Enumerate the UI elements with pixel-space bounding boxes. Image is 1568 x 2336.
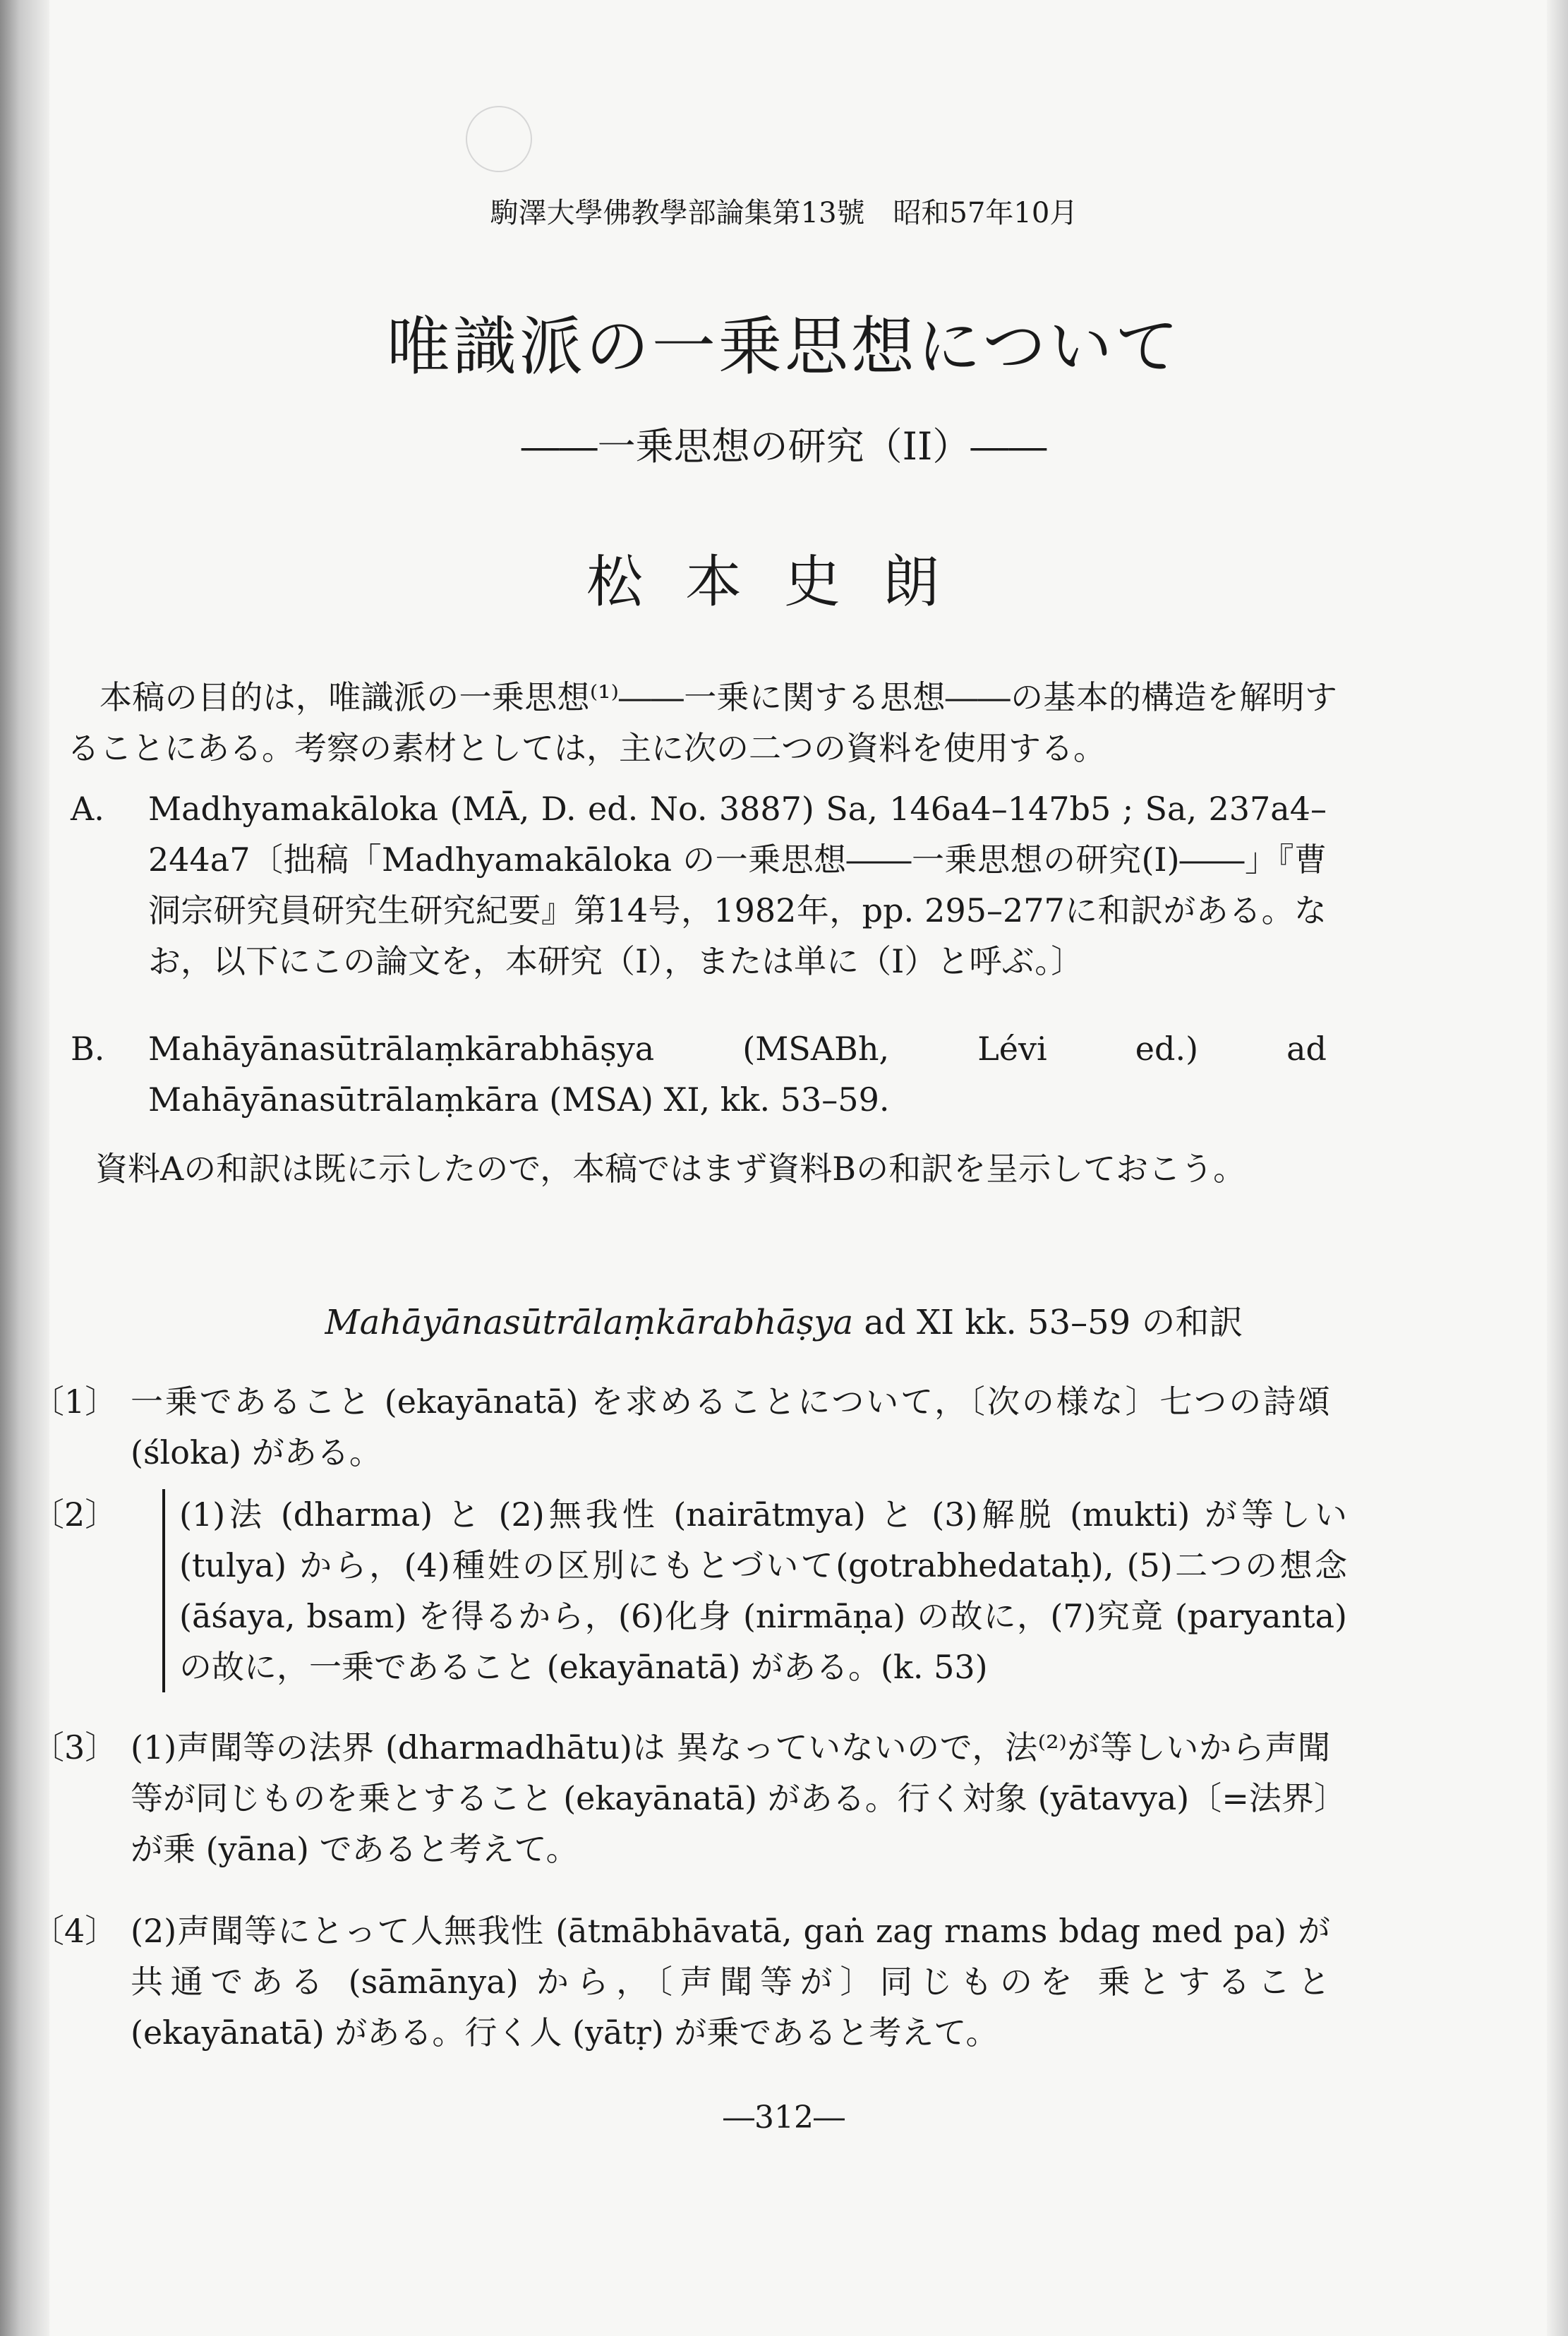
item-text: 一乗であること (ekayānatā) を求めることについて，〔次の様な〕七つの詩頌 (śloka) がある。 bbox=[131, 1383, 1330, 1471]
intro-paragraph: 本稿の目的は，唯識派の一乗思想⁽¹⁾――一乗に関する思想――の基本的構造を解明することにある。考察の素材としては，主に次の二つの資料を使用する。 bbox=[67, 678, 1337, 767]
item-number: 〔4〕 bbox=[32, 1912, 118, 1950]
section-heading-rest: ad XI kk. 53–59 の和訳 bbox=[853, 1303, 1243, 1342]
reference-a-text: Madhyamakāloka (MĀ, D. ed. No. 3887) Sa, 146a4–147b5 ; Sa, 237a4–244a7〔拙稿「Madhyamakāloka の一乗思想――一乗思想の研究(I)――」『曹洞宗研究員研究生研究紀要』第14号，1982年，pp. 295–277に和訳がある。なお，以下にこの論文を，本研究（I），または単に（I）と呼ぶ。〕 bbox=[148, 790, 1327, 980]
item-number: 〔2〕 bbox=[32, 1495, 118, 1534]
article-title: 唯識派の一乗思想について bbox=[386, 310, 1182, 384]
item-verse-text: (1)法 (dharma) と (2)無我性 (nairātmya) と (3)解脱 (mukti) が等しい (tulya) から，(4)種姓の区別にもとづいて(gotrabhedataḥ), (5)二つの想念 (āśaya, bsam) を得るから，(6)化身 (nirmāṇa) の故に，(7)究竟 (paryanta) の故に，一乗であること (ekayānatā) がある。(k. 53) bbox=[162, 1489, 1347, 1692]
page-number: ―312― bbox=[723, 2100, 845, 2136]
author-name: 松本史朗 bbox=[586, 549, 982, 615]
item-number: 〔3〕 bbox=[32, 1728, 118, 1766]
reference-b-label: B. bbox=[71, 1030, 105, 1068]
item-text: (2)声聞等にとって人無我性 (ātmābhāvatā, gaṅ zag rnams bdag med pa) が共通である (sāmānya) から，〔声聞等が〕同じものを 乗とすること (ekayānatā) がある。行く人 (yātṛ) が乗であると考えて。 bbox=[131, 1912, 1330, 2052]
item-text: (1)声聞等の法界 (dharmadhātu)は 異なっていないので，法⁽²⁾が等しいから声聞等が同じものを乗とすること (ekayānatā) がある。行く対象 (yātavya)〔=法界〕が乗 (yāna) であると考えて。 bbox=[131, 1728, 1330, 1868]
journal-header: 駒澤大學佛教學部論集第13號 昭和57年10月 bbox=[490, 197, 1078, 229]
library-stamp bbox=[466, 106, 532, 172]
reference-a-label: A. bbox=[71, 790, 104, 828]
second-paragraph: 資料Aの和訳は既に示したので，本稿ではまず資料Bの和訳を呈示しておこう。 bbox=[95, 1150, 1246, 1188]
section-heading bbox=[0, 1295, 1568, 1344]
reference-b-text: Mahāyānasūtrālaṃkārabhāṣya (MSABh, Lévi ed.) ad Mahāyānasūtrālaṃkāra (MSA) XI, kk. 53–59. bbox=[148, 1030, 1327, 1119]
article-subtitle: ――一乗思想の研究（II）―― bbox=[521, 424, 1047, 469]
section-heading-title: Mahāyānasūtrālaṃkārabhāṣya bbox=[325, 1303, 854, 1342]
item-number: 〔1〕 bbox=[32, 1383, 118, 1421]
